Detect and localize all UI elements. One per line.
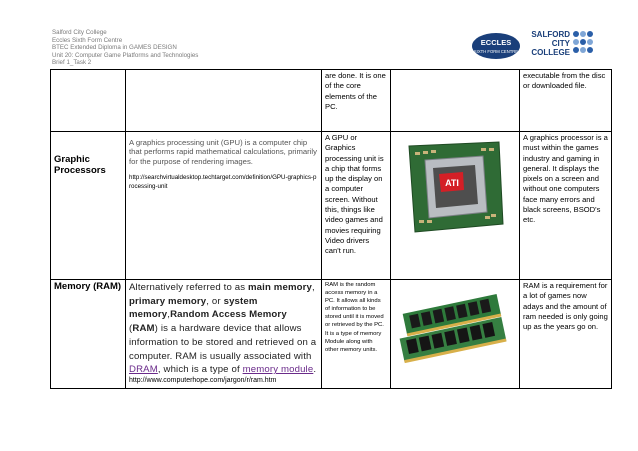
ram-definition: Alternatively referred to as main memory, primary memory, or system memory,Random Access Memory (RAM) is a hardware device that allows information to be stored and retrieved on a computer. RAM is usually associated with DRAM, which is a type of memory module. <box>129 282 317 376</box>
image-cell <box>391 280 520 389</box>
notes-cell: RAM is the random access memory in a PC. It allows all kinds of information to be stored until it is moved or retrieved by the PC. It is a type of memory Module along with other memory units. <box>322 280 391 389</box>
svg-text:COLLEGE: COLLEGE <box>531 48 570 57</box>
source-url: http://www.computerhope.com/jargon/r/ram.htm <box>129 376 277 384</box>
notes-cell: A GPU or Graphics processing unit is a chip that forms up the display on a computer screen. Without this, things like video games and movies requiring Video drivers can't run. <box>322 132 391 280</box>
dram-link[interactable]: DRAM <box>129 364 158 376</box>
memory-module-link[interactable]: memory module <box>242 364 314 376</box>
hardware-table <box>50 69 612 389</box>
header-line: BTEC Extended Diploma in GAMES DESIGN <box>52 44 177 52</box>
notes-cell: are done. It is one of the core elements of the PC. <box>322 70 391 132</box>
document-header <box>52 29 198 67</box>
header-line: Brief 1_Task 2 <box>52 59 92 67</box>
image-cell <box>391 132 520 280</box>
table-row <box>51 280 612 389</box>
eccles-logo <box>470 31 522 61</box>
header-line: Salford City College <box>52 29 107 36</box>
header-line: Unit 20: Computer Game Platforms and Technologies <box>52 51 199 59</box>
header-line: Eccles Sixth Form Centre <box>52 36 123 44</box>
definition-cell <box>126 70 322 132</box>
source-url: http://searchvirtualdesktop.techtarget.com/definition/GPU-graphics-processing-unit <box>129 174 317 190</box>
ram-module-image <box>391 280 513 386</box>
svg-text:CITY: CITY <box>551 39 570 48</box>
category-cell <box>51 132 126 280</box>
chip-label: ATI <box>445 178 459 188</box>
image-cell <box>391 70 520 132</box>
category-label: Graphic Processors <box>54 154 106 176</box>
svg-text:SALFORD: SALFORD <box>531 30 570 39</box>
salford-city-college-logo <box>530 26 602 60</box>
importance-cell: executable from the disc or downloaded file. <box>520 70 612 132</box>
table-row <box>51 70 612 132</box>
category-cell <box>51 70 126 132</box>
gpu-definition: A graphics processing unit (GPU) is a computer chip that performs rapid mathematical calculations, primarily for the purpose of rendering images. <box>129 138 317 166</box>
definition-cell <box>126 280 322 389</box>
importance-cell: RAM is a requirement for a lot of games now adays and the amount of ram needed is only going up as the years go on. <box>520 280 612 389</box>
svg-text:ECCLES: ECCLES <box>480 38 512 47</box>
definition-cell <box>126 132 322 280</box>
category-cell <box>51 280 126 389</box>
importance-cell: A graphics processor is a must within the games industry and gaming in general. It displays the pixels on a screen and without one computers face many errors and black screens, BSOD's etc. <box>520 132 612 280</box>
category-label: Memory (RAM) <box>54 281 122 292</box>
gpu-chip-image <box>391 132 513 256</box>
svg-text:SIXTH FORM CENTRE: SIXTH FORM CENTRE <box>473 49 519 54</box>
table-row <box>51 132 612 280</box>
